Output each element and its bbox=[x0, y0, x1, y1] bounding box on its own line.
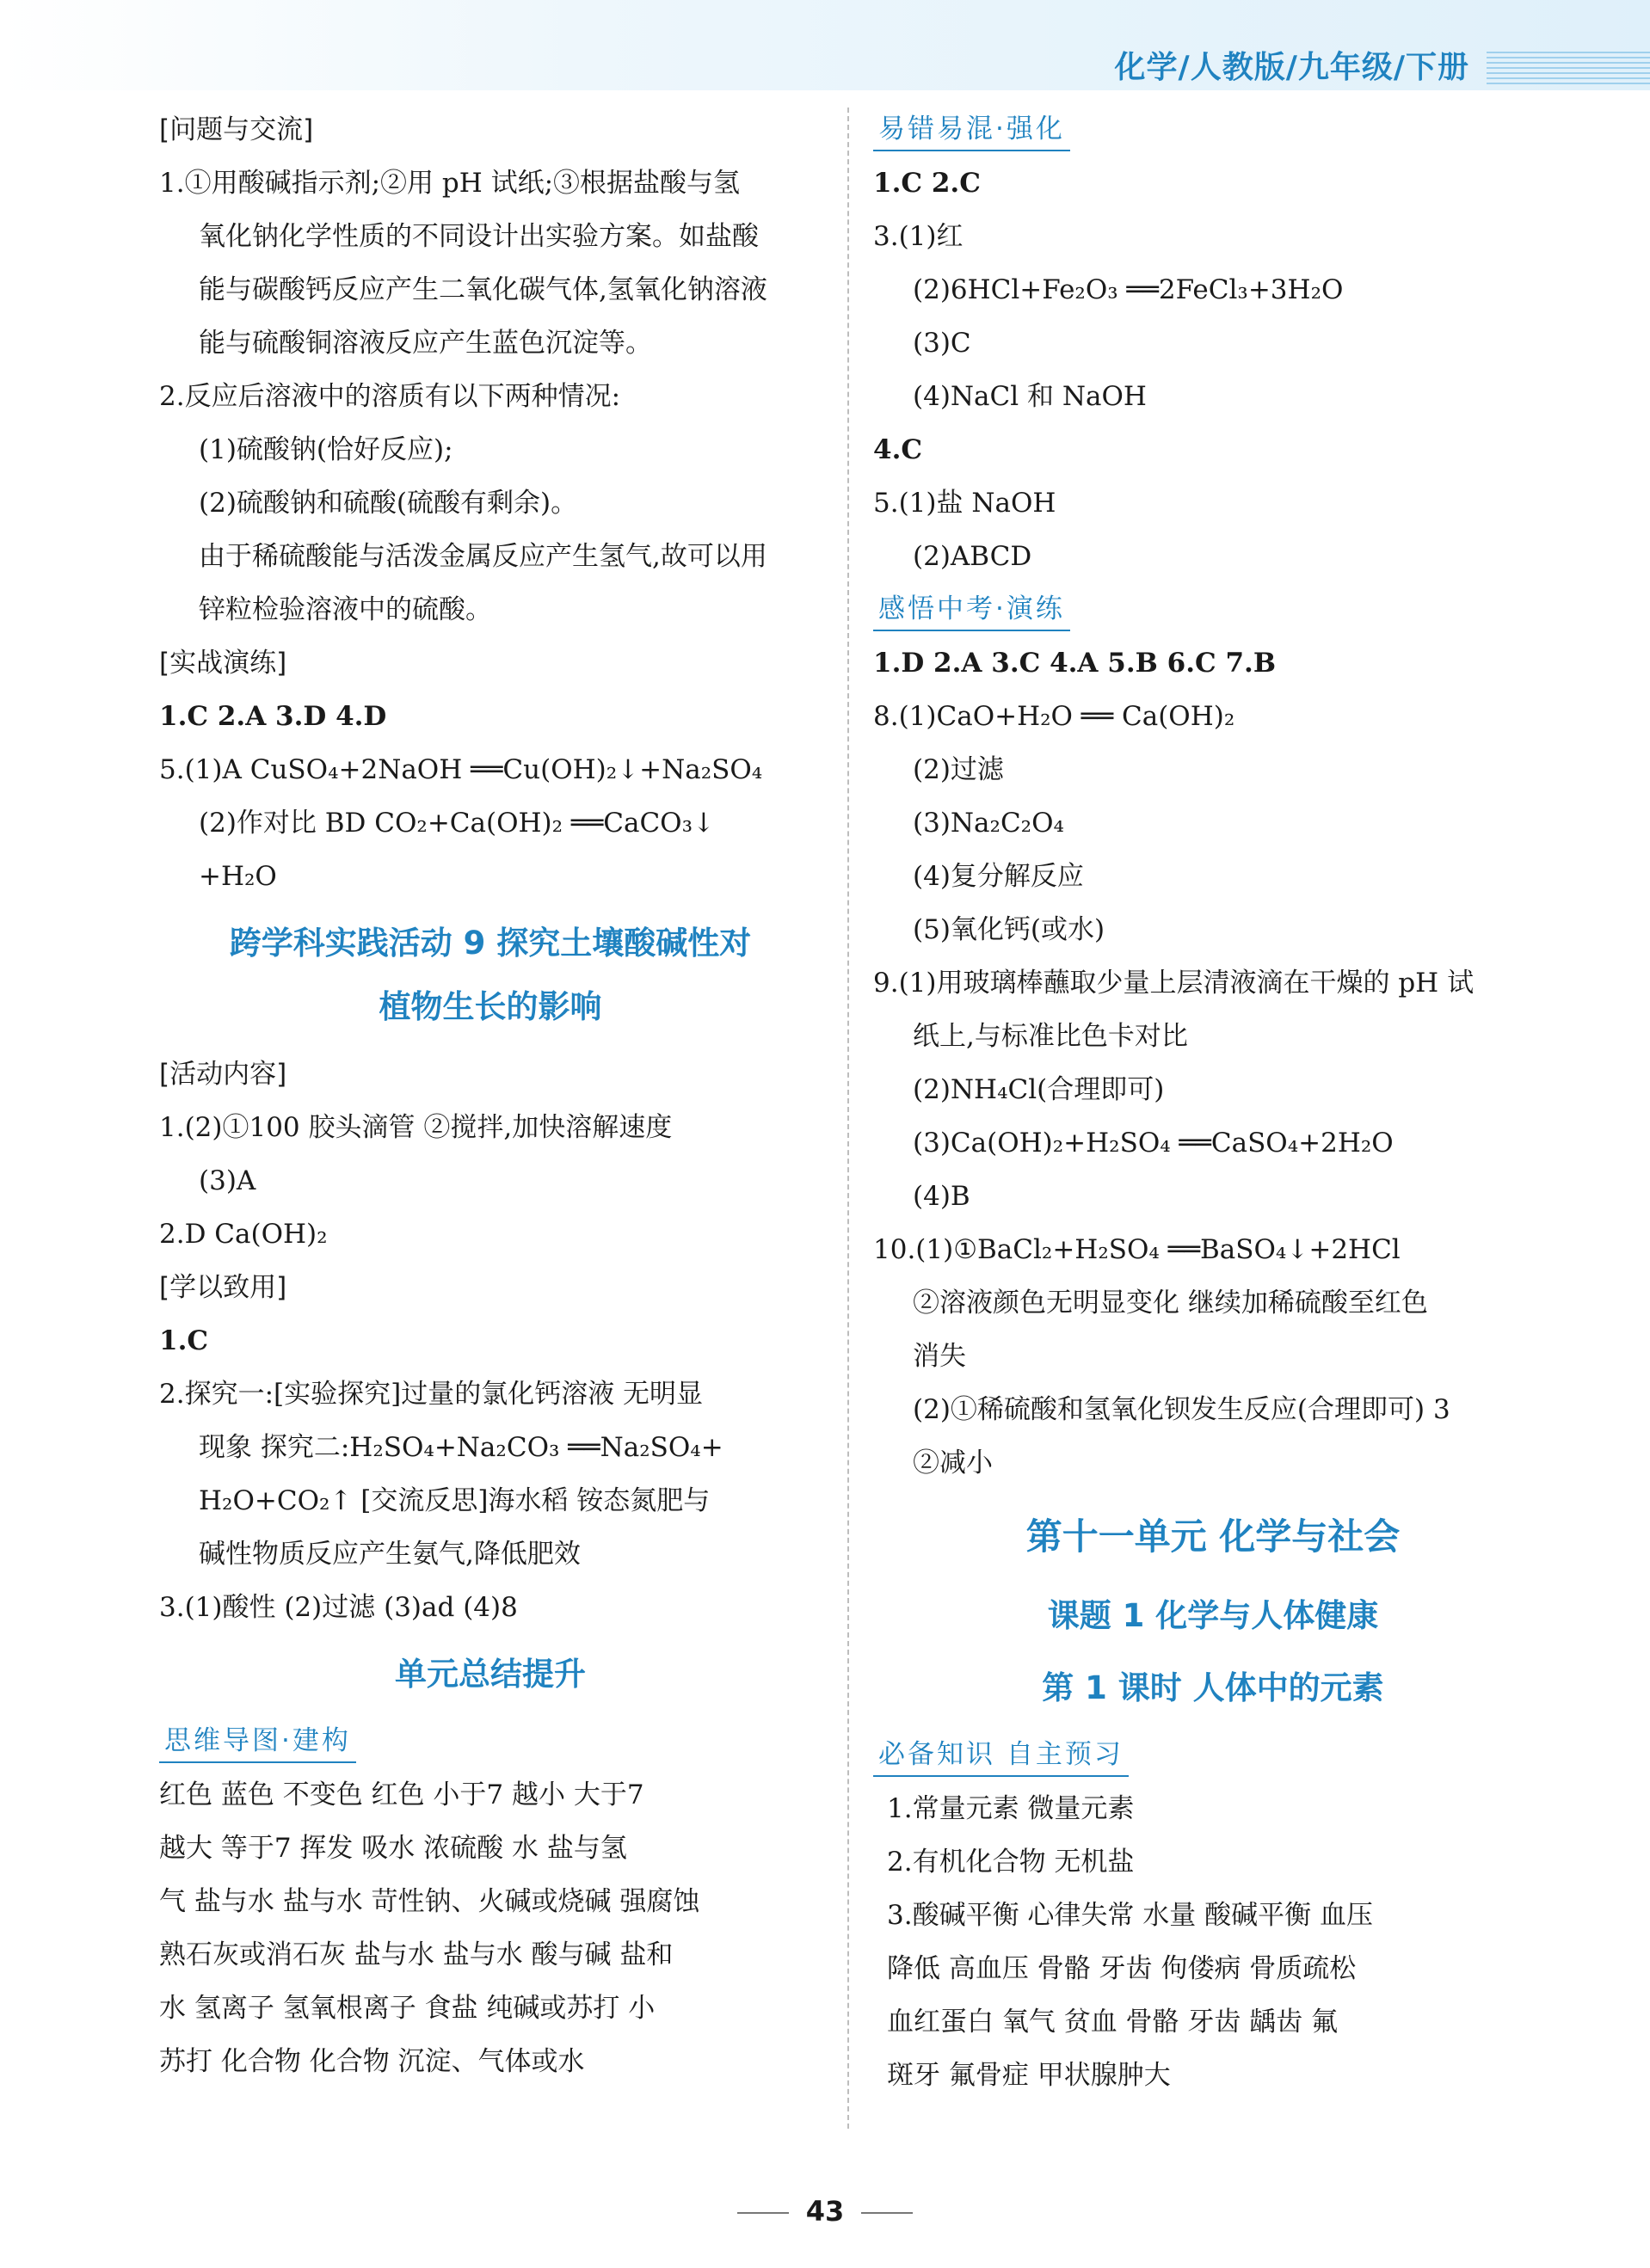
answer-line: (2)6HCl+Fe₂O₃ ══2FeCl₃+3H₂O bbox=[913, 274, 1344, 305]
answer-line: 苏打 化合物 化合物 沉淀、气体或水 bbox=[159, 2046, 585, 2077]
answer-line: (2)①稀硫酸和氢氧化钡发生反应(合理即可) 3 bbox=[913, 1394, 1450, 1425]
answer-line: 气 盐与水 盐与水 苛性钠、火碱或烧碱 强腐蚀 bbox=[159, 1886, 700, 1917]
answer-line: 碱性物质反应产生氨气,降低肥效 bbox=[199, 1539, 581, 1570]
answer-line: 1.①用酸碱指示剂;②用 pH 试纸;③根据盐酸与氢 bbox=[159, 168, 741, 199]
answer-line: 能与硫酸铜溶液反应产生蓝色沉淀等。 bbox=[199, 328, 652, 359]
answer-line: (2)ABCD bbox=[913, 541, 1032, 572]
answer-line: 9.(1)用玻璃棒蘸取少量上层清液滴在干燥的 pH 试 bbox=[873, 968, 1475, 999]
answer-line: 5.(1)A CuSO₄+2NaOH ══Cu(OH)₂↓+Na₂SO₄ bbox=[159, 754, 763, 785]
answer-line: 4.C bbox=[873, 434, 923, 465]
answer-line: 斑牙 氟骨症 甲状腺肿大 bbox=[887, 2060, 1171, 2091]
answer-line: (3)A bbox=[199, 1165, 256, 1196]
answer-line: 纸上,与标准比色卡对比 bbox=[913, 1021, 1188, 1052]
answer-line: 现象 探究二:H₂SO₄+Na₂CO₃ ══Na₂SO₄+ bbox=[199, 1432, 723, 1463]
period-title: 第 1 课时 人体中的元素 bbox=[1042, 1669, 1384, 1706]
book-title: 化学/人教版/九年级/下册 bbox=[1114, 50, 1469, 85]
answer-line: 2.D Ca(OH)₂ bbox=[159, 1219, 328, 1250]
answer-line: 能与碳酸钙反应产生二氧化碳气体,氢氧化钠溶液 bbox=[199, 274, 767, 305]
header-decoration bbox=[1487, 52, 1650, 86]
activity-title bbox=[159, 912, 822, 1039]
answer-line: 2.反应后溶液中的溶质有以下两种情况: bbox=[159, 381, 621, 412]
page-number: 43 bbox=[805, 2195, 845, 2228]
answer-line: (3)Ca(OH)₂+H₂SO₄ ══CaSO₄+2H₂O bbox=[913, 1128, 1394, 1159]
mindmap-label: 思维导图·建构 bbox=[159, 1722, 356, 1763]
answer-line: 氧化钠化学性质的不同设计出实验方案。如盐酸 bbox=[199, 221, 759, 252]
answer-line: 1.C 2.C bbox=[873, 168, 981, 199]
activity-title-line: 植物生长的影响 bbox=[379, 988, 602, 1025]
answer-line: 2.探究一:[实验探究]过量的氯化钙溶液 无明显 bbox=[159, 1379, 704, 1410]
section-tag: [学以致用] bbox=[159, 1272, 287, 1303]
answer-line: 锌粒检验溶液中的硫酸。 bbox=[199, 594, 492, 625]
answer-line: 3.(1)红 bbox=[873, 221, 964, 252]
answer-line: 1.C bbox=[159, 1325, 209, 1356]
section-tag: [实战演练] bbox=[159, 648, 287, 679]
answer-line: +H₂O bbox=[199, 861, 277, 892]
answer-line: H₂O+CO₂↑ [交流反思]海水稻 铵态氮肥与 bbox=[199, 1485, 711, 1516]
answer-line: (2)NH₄Cl(合理即可) bbox=[913, 1074, 1165, 1105]
answer-line: 5.(1)盐 NaOH bbox=[873, 488, 1056, 519]
column-divider bbox=[847, 108, 849, 2129]
answer-line: 1.C 2.A 3.D 4.D bbox=[159, 701, 387, 732]
footer-dash bbox=[861, 2212, 913, 2214]
answer-line: 3.(1)酸性 (2)过滤 (3)ad (4)8 bbox=[159, 1592, 518, 1623]
answer-line: (2)过滤 bbox=[913, 754, 1004, 785]
answer-line: 水 氢离子 氢氧根离子 食盐 纯碱或苏打 小 bbox=[159, 1993, 656, 2024]
answer-line: (5)氧化钙(或水) bbox=[913, 914, 1105, 945]
lesson-title: 课题 1 化学与人体健康 bbox=[1047, 1597, 1379, 1634]
answer-line: (3)C bbox=[913, 328, 971, 359]
answer-line: 10.(1)①BaCl₂+H₂SO₄ ══BaSO₄↓+2HCl bbox=[873, 1234, 1401, 1265]
answer-line: 血红蛋白 氧气 贫血 骨骼 牙齿 龋齿 氟 bbox=[887, 2007, 1339, 2038]
footer-dash bbox=[737, 2212, 789, 2214]
answer-line: 8.(1)CaO+H₂O ══ Ca(OH)₂ bbox=[873, 701, 1235, 732]
answer-line: 1.(2)①100 胶头滴管 ②搅拌,加快溶解速度 bbox=[159, 1112, 673, 1143]
answer-line: 越大 等于7 挥发 吸水 浓硫酸 水 盐与氢 bbox=[159, 1833, 627, 1864]
page-footer bbox=[0, 2195, 1650, 2228]
answer-line: 消失 bbox=[913, 1341, 966, 1372]
left-column bbox=[159, 103, 822, 2088]
answer-line: 红色 蓝色 不变色 红色 小于7 越小 大于7 bbox=[159, 1779, 644, 1810]
section-tag: [活动内容] bbox=[159, 1059, 287, 1090]
section-tag: [问题与交流] bbox=[159, 114, 314, 145]
summary-title: 单元总结提升 bbox=[395, 1656, 586, 1693]
answer-line: 1.D 2.A 3.C 4.A 5.B 6.C 7.B bbox=[873, 648, 1277, 679]
exam-label: 感悟中考·演练 bbox=[873, 590, 1070, 631]
answer-line: 1.常量元素 微量元素 bbox=[887, 1793, 1135, 1824]
answer-line: (2)作对比 BD CO₂+Ca(OH)₂ ══CaCO₃↓ bbox=[199, 808, 715, 839]
answer-line: ②溶液颜色无明显变化 继续加稀硫酸至红色 bbox=[913, 1288, 1428, 1318]
answer-line: 2.有机化合物 无机盐 bbox=[887, 1847, 1135, 1878]
prep-label: 必备知识 自主预习 bbox=[873, 1736, 1129, 1777]
answer-line: (4)B bbox=[913, 1181, 970, 1212]
unit-title: 第十一单元 化学与社会 bbox=[1025, 1515, 1401, 1558]
answer-line: 降低 高血压 骨骼 牙齿 佝偻病 骨质疏松 bbox=[887, 1953, 1357, 1984]
answer-line: ②减小 bbox=[913, 1447, 993, 1478]
activity-title-line: 跨学科实践活动 9 探究土壤酸碱性对 bbox=[229, 925, 752, 962]
answer-line: (4)NaCl 和 NaOH bbox=[913, 381, 1147, 412]
answer-line: (3)Na₂C₂O₄ bbox=[913, 808, 1064, 839]
answer-line: 3.酸碱平衡 心律失常 水量 酸碱平衡 血压 bbox=[887, 1900, 1373, 1931]
answer-line: 熟石灰或消石灰 盐与水 盐与水 酸与碱 盐和 bbox=[159, 1939, 674, 1970]
confuse-label: 易错易混·强化 bbox=[873, 110, 1070, 151]
answer-line: (4)复分解反应 bbox=[913, 861, 1084, 892]
answer-line: (1)硫酸钠(恰好反应); bbox=[199, 434, 453, 465]
right-column bbox=[873, 103, 1553, 2102]
answer-line: (2)硫酸钠和硫酸(硫酸有剩余)。 bbox=[199, 488, 578, 519]
answer-line: 由于稀硫酸能与活泼金属反应产生氢气,故可以用 bbox=[199, 541, 767, 572]
